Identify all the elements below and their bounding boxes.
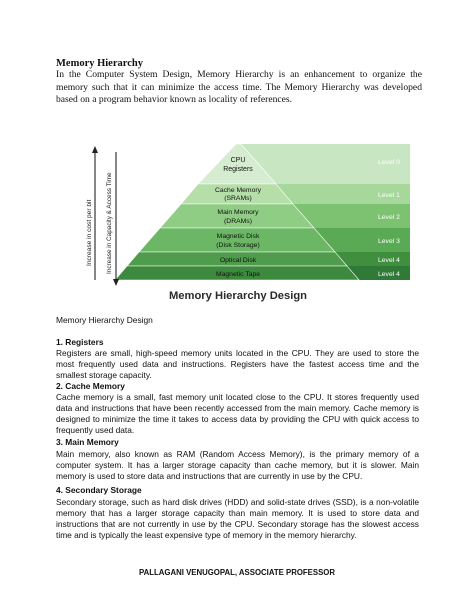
paragraph-secondary-storage: Secondary storage, such as hard disk drives (HDD) and solid-state drives (SSD), is a non-volatile memory that has a larger storage capacity than main memory. It is used to store data and instructions that are not currently in use by the CPU. Secondary storage has the slowest access time and is typically the least expensive type of memory in the memory hierarchy.	[56, 497, 419, 541]
axis-cost-label: Increase in cost per bit	[86, 199, 93, 266]
page-footer: PALLAGANI VENUGOPAL, ASSOCIATE PROFESSOR	[139, 568, 335, 577]
paragraph-main-memory: Main memory, also known as RAM (Random Access Memory), is the primary memory of a computer system. It has a larger storage capacity than cache memory, but it is slower. Main memory is used to store data and instructions that are currently in use by the CPU.	[56, 449, 419, 482]
level-label-4b: Level 4	[378, 271, 400, 278]
level-label-2: Level 2	[378, 214, 400, 221]
level-label-0: Level 0	[378, 159, 400, 166]
tier-2-label-1: Main Memory	[217, 209, 259, 216]
memory-hierarchy-diagram	[82, 138, 418, 306]
page-title: Memory Hierarchy	[56, 58, 143, 69]
tier-0-label-1: CPU	[230, 157, 246, 164]
tier-5-label-1: Magnetic Tape	[215, 271, 261, 278]
diagram-caption: Memory Hierarchy Design	[168, 290, 308, 302]
heading-registers: 1. Registers	[56, 337, 104, 347]
tier-4-label-1: Optical Disk	[219, 257, 257, 264]
section-subtitle: Memory Hierarchy Design	[56, 315, 153, 325]
tier-3-label-1: Magnetic Disk	[216, 233, 260, 240]
tier-2-label-2: (DRAMs)	[224, 218, 252, 225]
heading-cache-memory: 2. Cache Memory	[56, 381, 125, 391]
axis-capacity-label: Increase in Capacity & Access Time	[106, 172, 113, 274]
capacity-arrow-head	[113, 279, 119, 286]
cost-arrow-head	[92, 146, 98, 153]
level-label-3: Level 3	[378, 238, 400, 245]
tier-3-label-2: (Disk Storage)	[216, 242, 260, 249]
heading-secondary-storage: 4. Secondary Storage	[56, 485, 142, 495]
paragraph-cache-memory: Cache memory is a small, fast memory unit located close to the CPU. It stores frequently used data and instructions that have been recently accessed from the main memory. Cache memory is designed to minimize the time it takes to access data by providing the CPU with quick access to frequently used data.	[56, 392, 419, 436]
level-label-1: Level 1	[378, 192, 400, 199]
tier-1-label-1: Cache Memory	[214, 187, 262, 194]
tier-0-label-2: Registers	[223, 166, 253, 173]
level-label-4a: Level 4	[378, 257, 400, 264]
intro-paragraph: In the Computer System Design, Memory Hierarchy is an enhancement to organize the memory such that it can minimize the access time. The Memory Hierarchy was developed based on a program behavior known as locality of references.	[56, 69, 422, 106]
paragraph-registers: Registers are small, high-speed memory units located in the CPU. They are used to store the most frequently used data and instructions. Registers have the fastest access time and the smallest storage capacity.	[56, 348, 419, 381]
heading-main-memory: 3. Main Memory	[56, 437, 119, 447]
tier-1-label-2: (SRAMs)	[224, 195, 252, 202]
